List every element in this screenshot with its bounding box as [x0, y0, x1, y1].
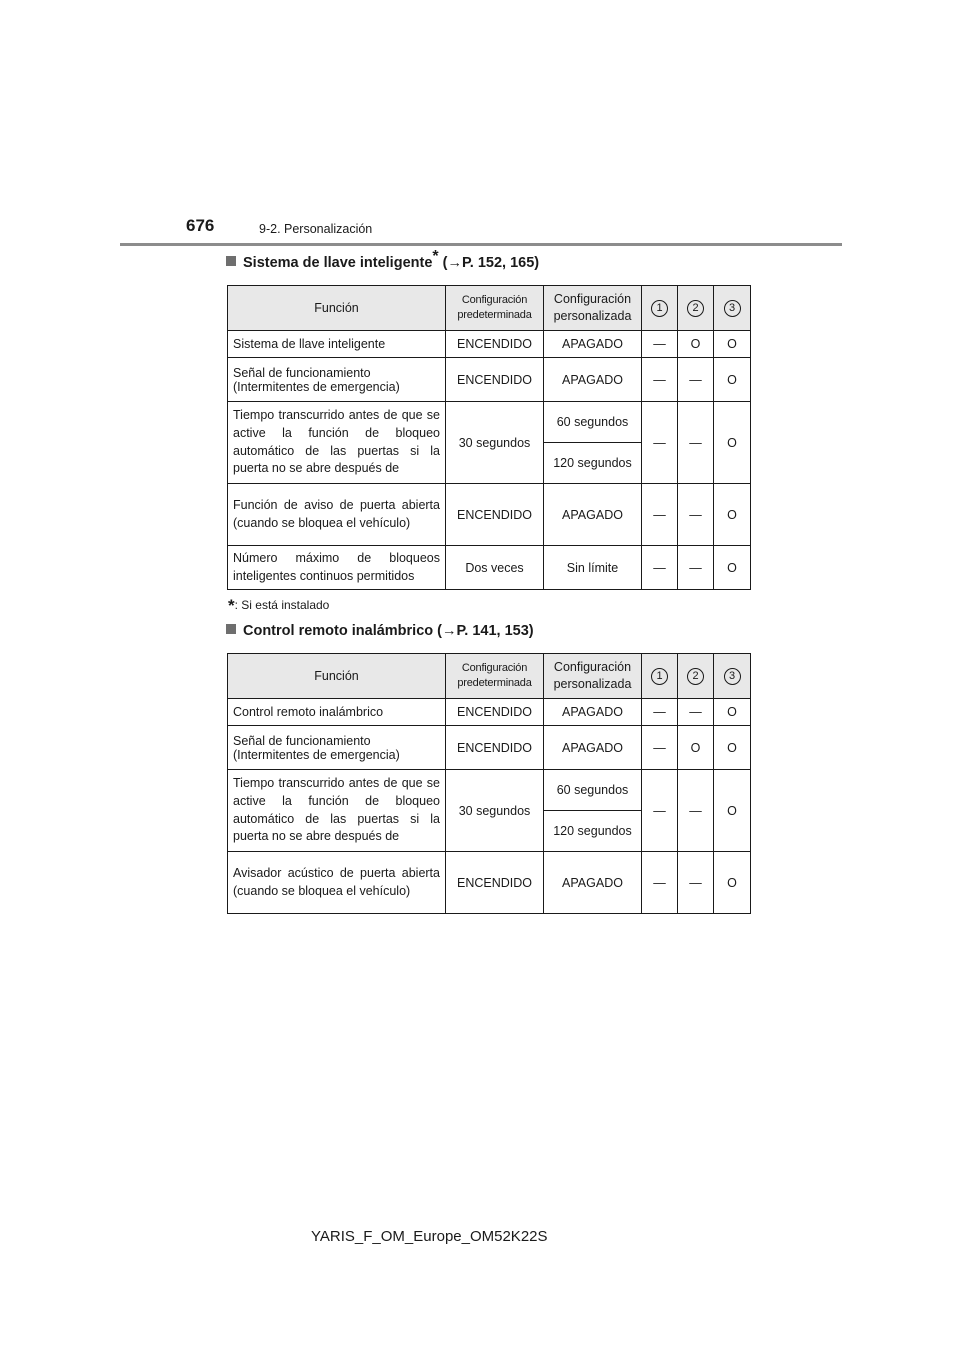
cell-funcion: Avisador acústico de puerta abierta (cuando se bloquea el vehículo) — [228, 852, 446, 914]
cell-personalizada: APAGADO — [544, 331, 642, 358]
document-code: YARIS_F_OM_Europe_OM52K22S — [311, 1228, 548, 1245]
cell-predeterminada: ENCENDIDO — [446, 699, 544, 726]
section1-heading — [226, 248, 540, 271]
cell-col2: O — [678, 331, 714, 358]
circled-number-3-icon: 3 — [724, 300, 741, 317]
cell-personalizada-option: 120 segundos — [544, 811, 642, 852]
cell-col3: O — [714, 546, 751, 590]
cell-col2: O — [678, 726, 714, 770]
circled-number-3-icon: 3 — [724, 668, 741, 685]
cell-personalizada-option: 60 segundos — [544, 402, 642, 443]
cell-col3: O — [714, 331, 751, 358]
cell-personalizada-option: 120 segundos — [544, 443, 642, 484]
table-row — [228, 726, 751, 770]
header-divider — [120, 243, 842, 246]
cell-col2: — — [678, 699, 714, 726]
circled-number-2-icon: 2 — [687, 300, 704, 317]
cell-funcion: Control remoto inalámbrico — [228, 699, 446, 726]
table-row — [228, 546, 751, 590]
table-row — [228, 699, 751, 726]
col-header-predeterminada: Configuración predeterminada — [446, 286, 544, 331]
footnote-text: : Si está instalado — [234, 598, 330, 612]
cell-predeterminada: ENCENDIDO — [446, 726, 544, 770]
table-row — [228, 358, 751, 402]
table-row — [228, 852, 751, 914]
footnote — [228, 596, 329, 616]
cell-col1: — — [642, 770, 678, 852]
cell-col3: O — [714, 358, 751, 402]
cell-col1: — — [642, 358, 678, 402]
square-bullet-icon — [226, 624, 236, 634]
col-header-funcion: Función — [228, 654, 446, 699]
col-header-predeterminada: Configuración predeterminada — [446, 654, 544, 699]
wireless-remote-table — [227, 653, 751, 914]
cell-predeterminada: ENCENDIDO — [446, 484, 544, 546]
cell-predeterminada: ENCENDIDO — [446, 358, 544, 402]
cell-col1: — — [642, 852, 678, 914]
cell-personalizada: Sin límite — [544, 546, 642, 590]
cell-col2: — — [678, 852, 714, 914]
table-row — [228, 402, 751, 443]
cell-col1: — — [642, 726, 678, 770]
cell-col3: O — [714, 484, 751, 546]
square-bullet-icon — [226, 256, 236, 266]
cell-predeterminada: ENCENDIDO — [446, 852, 544, 914]
table-row — [228, 484, 751, 546]
cell-funcion: Tiempo transcurrido antes de que se active la función de bloqueo automático de las puertas si la puerta no se abre después de — [228, 402, 446, 484]
cell-col3: O — [714, 852, 751, 914]
table-row — [228, 770, 751, 811]
cell-funcion: Sistema de llave inteligente — [228, 331, 446, 358]
section-label: 9-2. Personalización — [259, 222, 373, 236]
cell-col1: — — [642, 699, 678, 726]
circled-number-1-icon: 1 — [651, 668, 668, 685]
cell-personalizada: APAGADO — [544, 358, 642, 402]
page-number: 676 — [186, 216, 215, 235]
cell-funcion: Función de aviso de puerta abierta (cuando se bloquea el vehículo) — [228, 484, 446, 546]
cell-predeterminada: 30 segundos — [446, 402, 544, 484]
cell-predeterminada: Dos veces — [446, 546, 544, 590]
cell-col3: O — [714, 402, 751, 484]
cell-funcion: Número máximo de bloqueos inteligentes continuos permitidos — [228, 546, 446, 590]
smart-key-table — [227, 285, 751, 590]
cell-col2: — — [678, 546, 714, 590]
cell-col1: — — [642, 484, 678, 546]
cell-col2: — — [678, 402, 714, 484]
cell-personalizada: APAGADO — [544, 699, 642, 726]
cell-col3: O — [714, 770, 751, 852]
section2-title: Control remoto inalámbrico — [243, 623, 434, 639]
col-header-personalizada: Configuración personalizada — [544, 654, 642, 699]
cell-funcion: Señal de funcionamiento (Intermitentes de emergencia) — [228, 358, 446, 402]
table-row — [228, 331, 751, 358]
cell-funcion: Tiempo transcurrido antes de que se active la función de bloqueo automático de las puertas si la puerta no se abre después de — [228, 770, 446, 852]
cell-col2: — — [678, 770, 714, 852]
cell-col2: — — [678, 484, 714, 546]
cell-personalizada: APAGADO — [544, 852, 642, 914]
cell-col3: O — [714, 699, 751, 726]
cell-personalizada-option: 60 segundos — [544, 770, 642, 811]
section2-ref: (→P. 141, 153) — [437, 623, 534, 639]
circled-number-2-icon: 2 — [687, 668, 704, 685]
cell-col1: — — [642, 402, 678, 484]
table-header-row — [228, 286, 751, 331]
table-header-row — [228, 654, 751, 699]
footnote-mark: * — [228, 596, 235, 615]
col-header-funcion: Función — [228, 286, 446, 331]
circled-number-1-icon: 1 — [651, 300, 668, 317]
section1-ref: (→P. 152, 165) — [442, 255, 540, 271]
section2-heading — [226, 623, 534, 639]
section1-title: Sistema de llave inteligente — [243, 255, 433, 271]
cell-predeterminada: 30 segundos — [446, 770, 544, 852]
cell-col1: — — [642, 546, 678, 590]
section1-title-mark: * — [432, 248, 439, 266]
cell-col2: — — [678, 358, 714, 402]
cell-col3: O — [714, 726, 751, 770]
cell-col1: — — [642, 331, 678, 358]
cell-personalizada: APAGADO — [544, 726, 642, 770]
cell-predeterminada: ENCENDIDO — [446, 331, 544, 358]
col-header-personalizada: Configuración personalizada — [544, 286, 642, 331]
cell-funcion: Señal de funcionamiento (Intermitentes de emergencia) — [228, 726, 446, 770]
cell-personalizada: APAGADO — [544, 484, 642, 546]
